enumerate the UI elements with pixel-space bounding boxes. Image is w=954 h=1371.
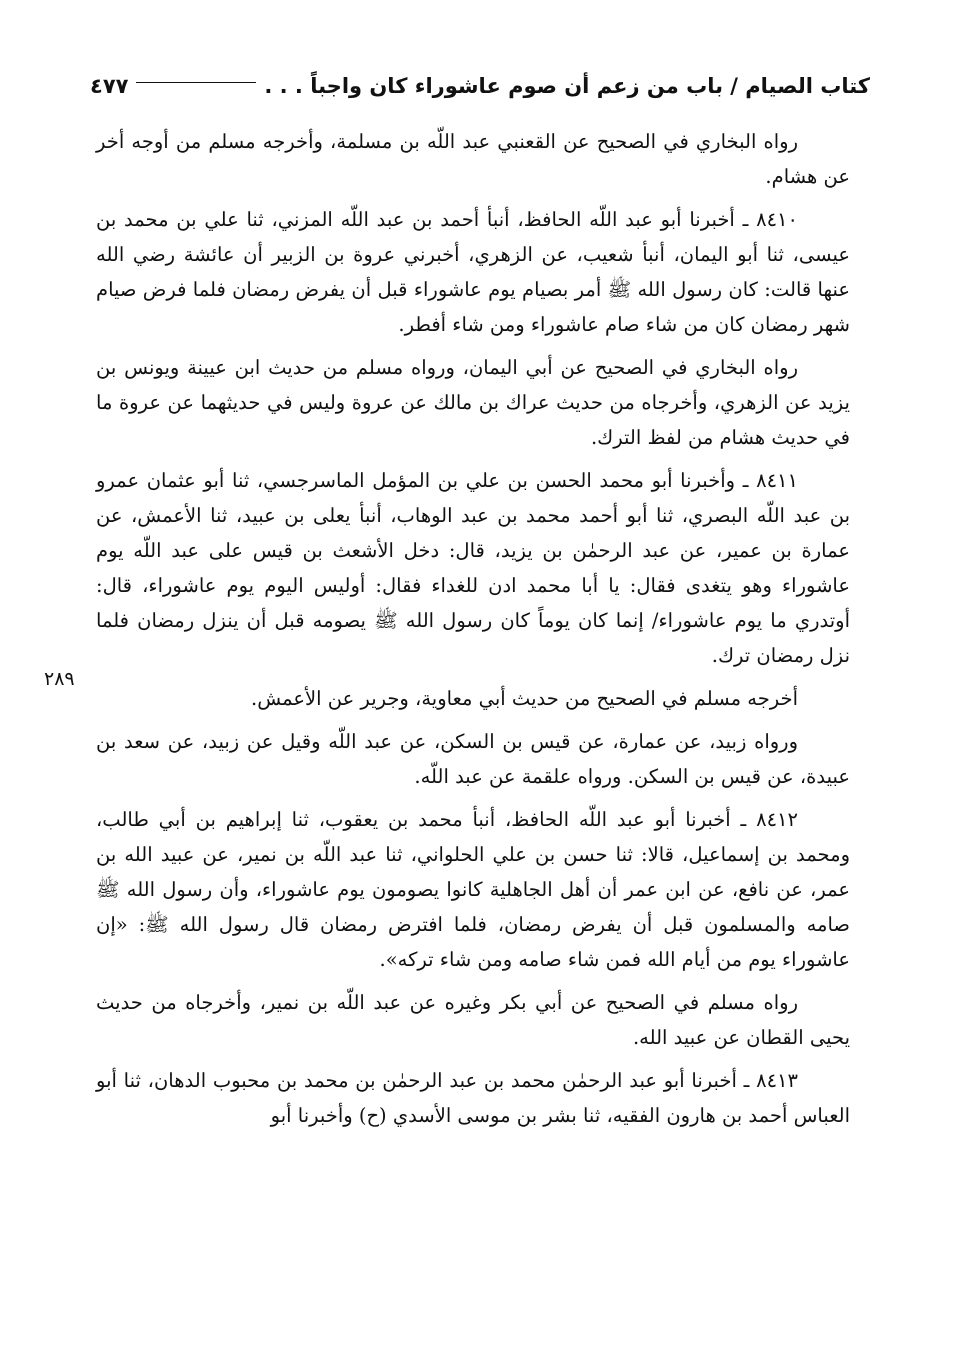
header-rule xyxy=(136,82,256,83)
page-number: ٤٧٧ xyxy=(90,74,129,98)
paragraph-5: أخرجه مسلم في الصحيح من حديث أبي معاوية، وجرير عن الأعمش. xyxy=(251,687,798,710)
paragraph-3: رواه البخاري في الصحيح عن أبي اليمان، ورواه مسلم من حديث ابن عيينة ويونس بن يزيد عن الزهري، وأخرجاه من حديث عراك بن مالك عن عروة وليس في حديثهما عن عروة ما في حديث هشام من لفظ الترك. xyxy=(96,356,850,449)
paragraph-hadith-8412: ٨٤١٢ ـ أخبرنا أبو عبد اللّه الحافظ، أنبأ محمد بن يعقوب، ثنا إبراهيم بن أبي طالب، ومحمد بن إسماعيل، قالا: ثنا حسن بن علي الحلواني، ثنا عبد اللّه بن نمير، عن عبيد الله بن عمر، عن نافع، عن ابن عمر أن أهل الجاهلية كانوا يصومون يوم عاشوراء، وأن رسول الله ﷺ صامه والمسلمون قبل أن يفرض رمضان، فلما افترض رمضان قال رسول الله ﷺ: «إن عاشوراء يوم من أيام الله فمن شاء صامه ومن شاء تركه». xyxy=(96,808,850,971)
paragraph-1: رواه البخاري في الصحيح عن القعنبي عبد اللّه بن مسلمة، وأخرجه مسلم من أوجه أخر عن هشام. xyxy=(96,130,850,188)
paragraph-hadith-8410: ٨٤١٠ ـ أخبرنا أبو عبد اللّه الحافظ، أنبأ أحمد بن عبد اللّه المزني، ثنا علي بن محمد بن عيسى، ثنا أبو اليمان، أنبأ شعيب، عن الزهري، أخبرني عروة بن الزبير أن عائشة رضي الله عنها قالت: كان رسول الله ﷺ أمر بصيام يوم عاشوراء قبل أن يفرض رمضان فلما فرض صيام شهر رمضان كان من شاء صام عاشوراء ومن شاء أفطر. xyxy=(96,208,850,336)
paragraph-8: رواه مسلم في الصحيح عن أبي بكر وغيره عن عبد اللّه بن نمير، وأخرجاه من حديث يحيى القطان عن عبيد الله. xyxy=(96,991,850,1049)
paragraph-6: ورواه زبيد، عن عمارة، عن قيس بن السكن، عن عبد اللّه وقيل عن زبيد، عن سعد بن عبيدة، عن قيس بن السكن. ورواه علقمة عن عبد اللّه. xyxy=(96,730,850,788)
running-title: كتاب الصيام / باب من زعم أن صوم عاشوراء كان واجباً . . . xyxy=(264,74,870,98)
page-header xyxy=(90,66,870,106)
manuscript-page-marker: ٢٨٩ xyxy=(44,668,75,690)
paragraph-hadith-8413: ٨٤١٣ ـ أخبرنا أبو عبد الرحمٰن محمد بن عبد الرحمٰن بن محمد بن محبوب الدهان، ثنا أبو العباس أحمد بن هارون الفقيه، ثنا بشر بن موسى الأسدي (ح) وأخبرنا أبو xyxy=(96,1069,850,1127)
paragraph-hadith-8411: ٨٤١١ ـ وأخبرنا أبو محمد الحسن بن علي بن المؤمل الماسرجسي، ثنا أبو عثمان عمرو بن عبد اللّه البصري، ثنا أبو أحمد محمد بن عبد الوهاب، أنبأ يعلى بن عبيد، ثنا الأعمش، عن عمارة بن عمير، عن عبد الرحمٰن بن يزيد، قال: دخل الأشعث بن قيس على عبد اللّه يوم عاشوراء وهو يتغدى فقال: يا أبا محمد ادن للغداء فقال: أوليس اليوم يوم عاشوراء، قال: أوتدري ما يوم عاشوراء/ إنما كان يوماً كان رسول الله ﷺ يصومه قبل أن ينزل رمضان فلما نزل رمضان ترك. xyxy=(96,469,850,667)
main-text xyxy=(96,124,850,1139)
